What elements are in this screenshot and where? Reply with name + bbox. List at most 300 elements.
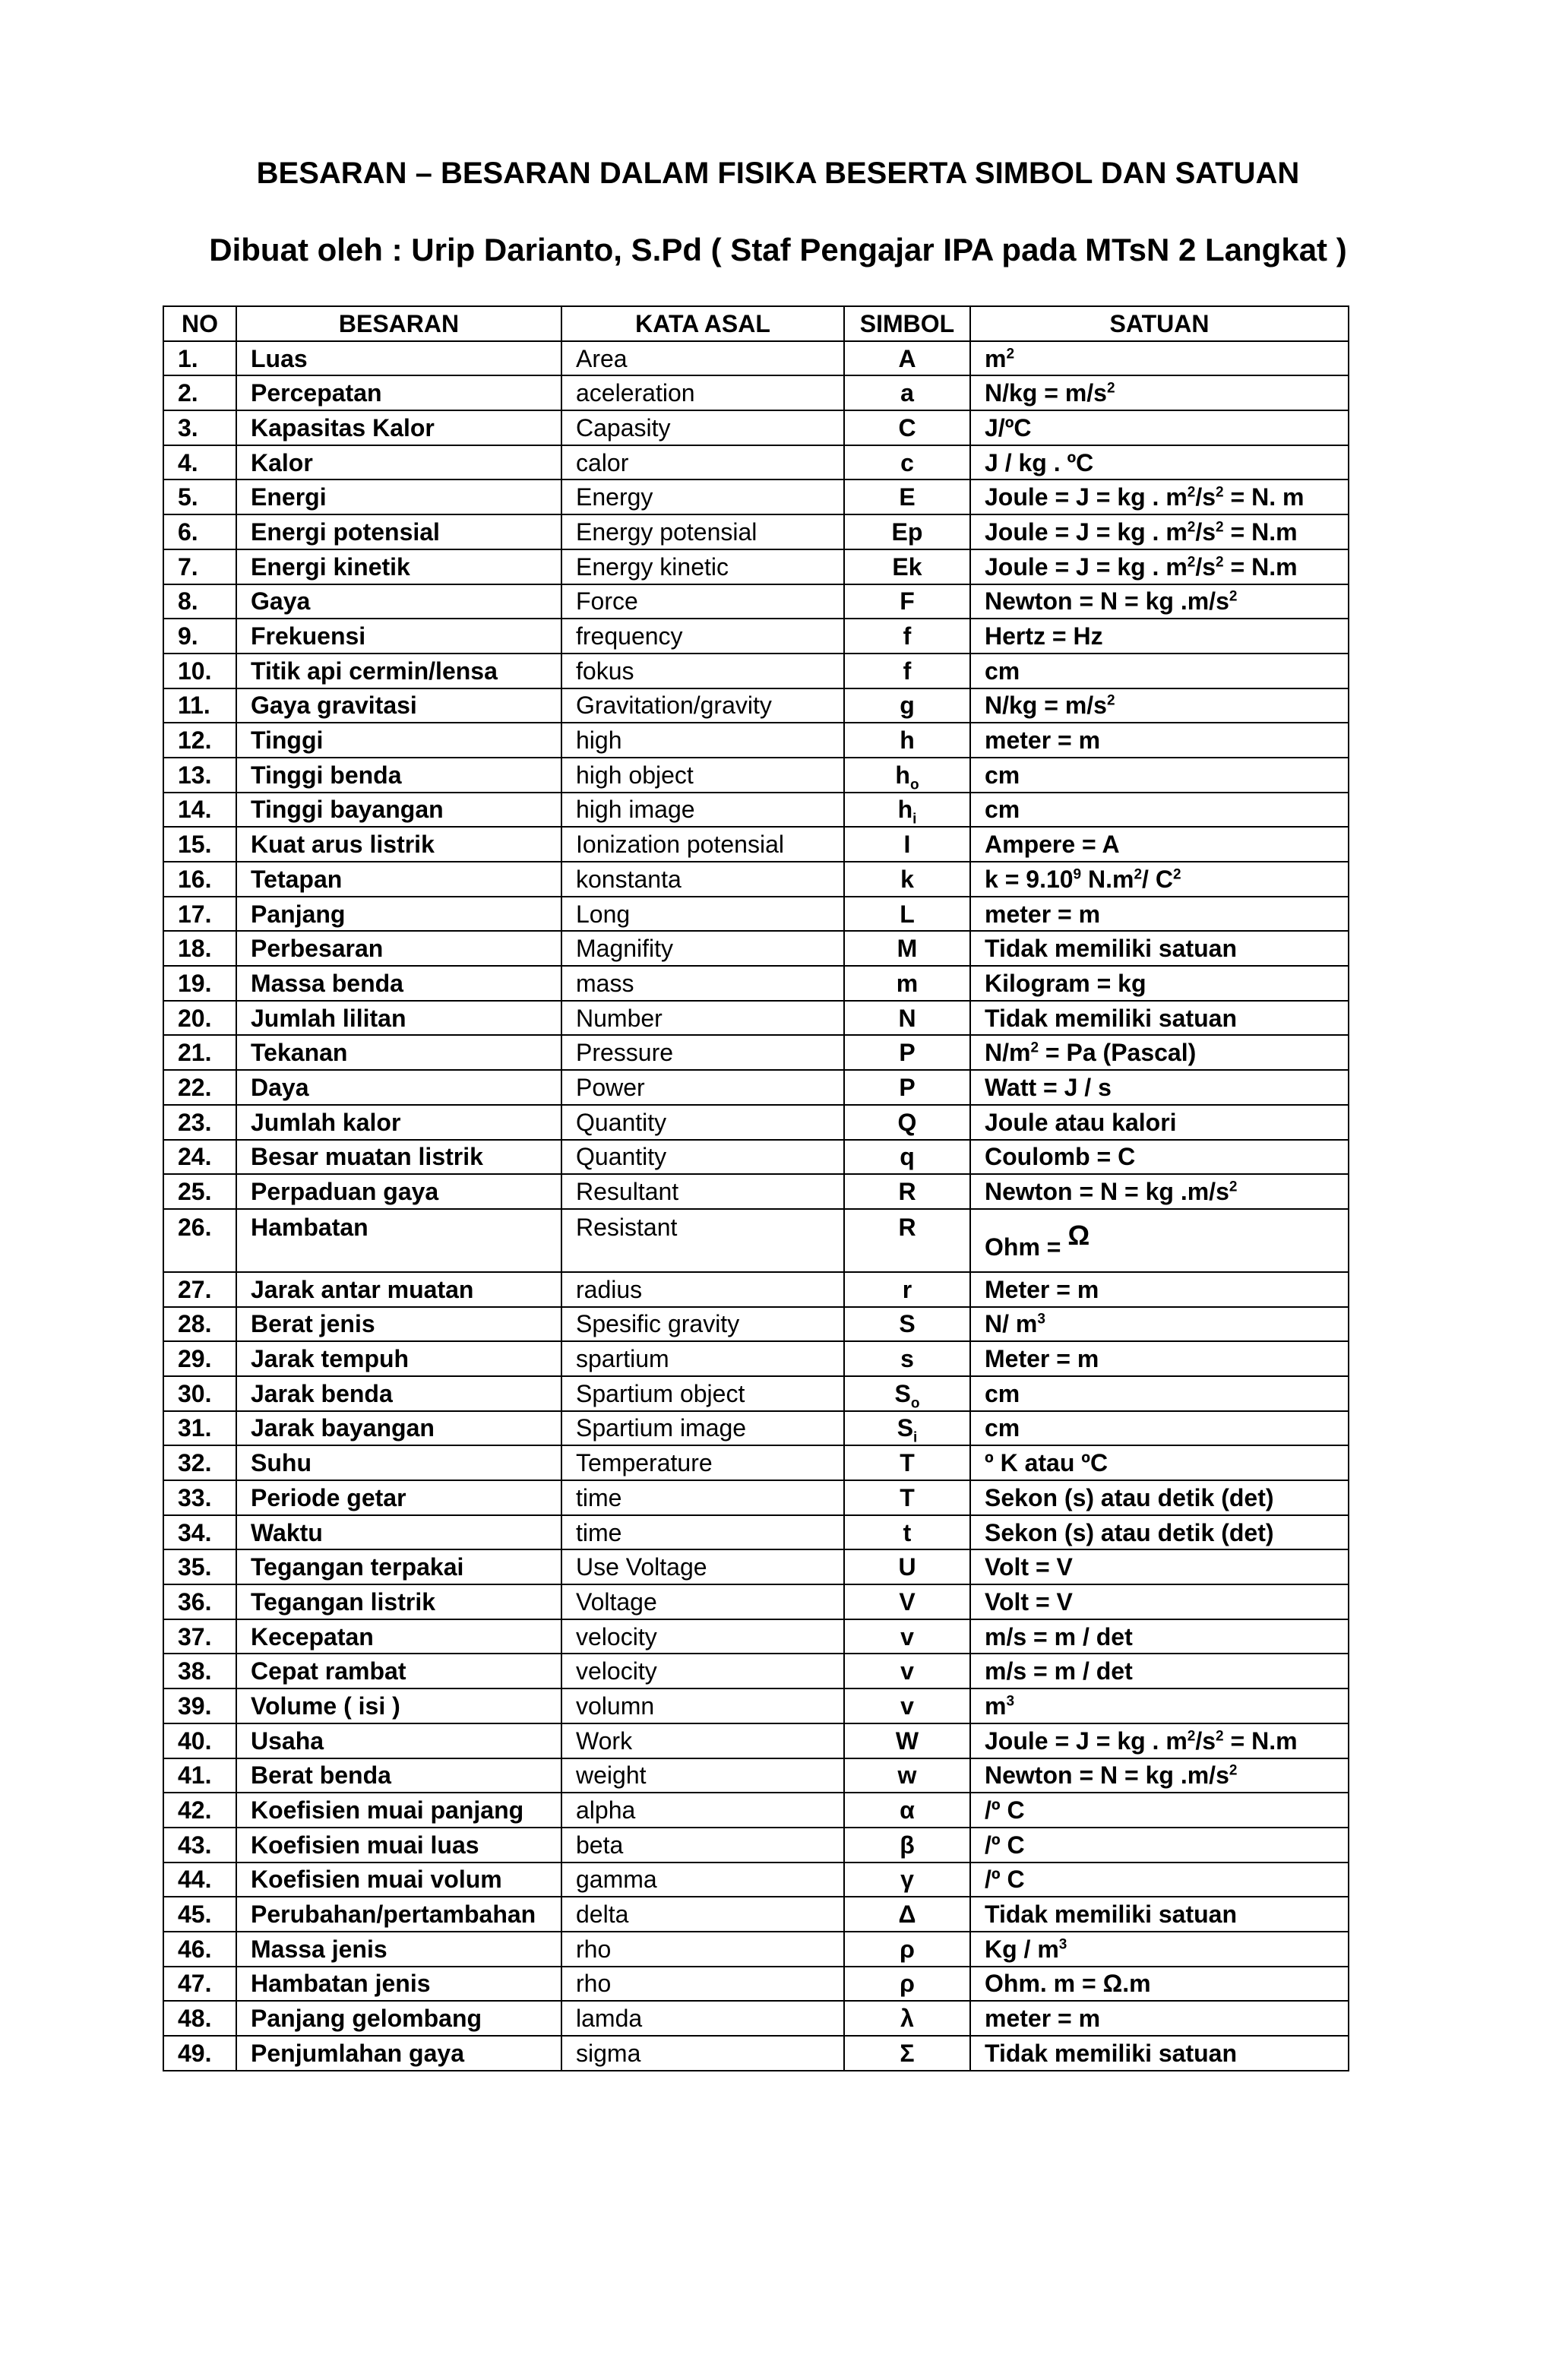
cell-no: 38. [163, 1654, 236, 1688]
cell-satuan: Joule atau kalori [970, 1105, 1349, 1140]
cell-no: 48. [163, 2001, 236, 2036]
cell-kata-asal: Capasity [561, 410, 844, 445]
cell-besaran: Berat jenis [236, 1307, 561, 1342]
cell-simbol: γ [844, 1863, 970, 1897]
cell-simbol: A [844, 341, 970, 376]
cell-kata-asal: Force [561, 584, 844, 619]
cell-besaran: Energi kinetik [236, 549, 561, 584]
cell-simbol: P [844, 1035, 970, 1070]
table-row [163, 1001, 1349, 1036]
cell-kata-asal: sigma [561, 2036, 844, 2071]
table-row [163, 1070, 1349, 1105]
cell-simbol: f [844, 654, 970, 688]
cell-besaran: Koefisien muai luas [236, 1828, 561, 1863]
cell-satuan: Joule = J = kg . $m^2/s^2 = N$. m [970, 479, 1349, 514]
cell-simbol: Σ [844, 2036, 970, 2071]
cell-kata-asal: Resultant [561, 1174, 844, 1209]
cell-kata-asal: Gravitation/gravity [561, 688, 844, 723]
cell-satuan: $N/m^2 = Pa$ (Pascal) [970, 1035, 1349, 1070]
cell-no: 44. [163, 1863, 236, 1897]
cell-no: 47. [163, 1967, 236, 2002]
cell-no: 13. [163, 758, 236, 793]
table-row [163, 1932, 1349, 1967]
cell-no: 33. [163, 1480, 236, 1515]
cell-satuan: º K atau ºC [970, 1445, 1349, 1480]
cell-besaran: Tegangan terpakai [236, 1549, 561, 1584]
cell-besaran: Percepatan [236, 375, 561, 410]
table-row [163, 549, 1349, 584]
cell-no: 46. [163, 1932, 236, 1967]
cell-kata-asal: Power [561, 1070, 844, 1105]
table-row [163, 1515, 1349, 1550]
cell-no: 40. [163, 1723, 236, 1758]
table-body [163, 341, 1349, 2071]
table-row [163, 1445, 1349, 1480]
cell-satuan: Tidak memiliki satuan [970, 931, 1349, 966]
cell-satuan: Volt = V [970, 1549, 1349, 1584]
table-row [163, 1307, 1349, 1342]
cell-simbol: w [844, 1758, 970, 1793]
cell-satuan: cm [970, 758, 1349, 793]
table-row [163, 1723, 1349, 1758]
cell-simbol: R [844, 1174, 970, 1209]
cell-kata-asal: time [561, 1480, 844, 1515]
cell-kata-asal: Voltage [561, 1584, 844, 1619]
table-row [163, 1584, 1349, 1619]
cell-no: 19. [163, 966, 236, 1001]
cell-kata-asal: fokus [561, 654, 844, 688]
cell-simbol: t [844, 1515, 970, 1550]
cell-no: 15. [163, 827, 236, 862]
quantities-table [163, 305, 1349, 2071]
ohm-symbol: Ω [1067, 1220, 1090, 1252]
cell-besaran: Energi potensial [236, 514, 561, 549]
cell-kata-asal: Pressure [561, 1035, 844, 1070]
cell-besaran: Besar muatan listrik [236, 1140, 561, 1175]
table-row [163, 1863, 1349, 1897]
cell-kata-asal: spartium [561, 1341, 844, 1376]
cell-besaran: Jarak antar muatan [236, 1272, 561, 1307]
table-row [163, 619, 1349, 654]
header-besaran: BESARAN [236, 306, 561, 341]
cell-besaran: Kapasitas Kalor [236, 410, 561, 445]
cell-satuan: Kg / $m^3$ [970, 1932, 1349, 1967]
cell-simbol: $h_i$ [844, 793, 970, 828]
cell-satuan: N/ $m^3$ [970, 1307, 1349, 1342]
cell-besaran: Kuat arus listrik [236, 827, 561, 862]
cell-simbol: N [844, 1001, 970, 1036]
cell-satuan: Joule = J = kg . $m^2/s^2 = N.m$ [970, 549, 1349, 584]
cell-simbol: P [844, 1070, 970, 1105]
cell-simbol: v [844, 1688, 970, 1723]
cell-simbol: s [844, 1341, 970, 1376]
cell-kata-asal: high [561, 723, 844, 758]
table-row [163, 1897, 1349, 1932]
table-row [163, 1376, 1349, 1411]
header-satuan: SATUAN [970, 306, 1349, 341]
cell-satuan: $N/kg = m/s^2$ [970, 688, 1349, 723]
cell-kata-asal: frequency [561, 619, 844, 654]
cell-kata-asal: radius [561, 1272, 844, 1307]
cell-kata-asal: Energy kinetic [561, 549, 844, 584]
cell-satuan: Tidak memiliki satuan [970, 1897, 1349, 1932]
cell-kata-asal: Spartium object [561, 1376, 844, 1411]
cell-kata-asal: high image [561, 793, 844, 828]
cell-besaran: Jarak tempuh [236, 1341, 561, 1376]
cell-no: 1. [163, 341, 236, 376]
cell-satuan: Joule = J = kg . $m^2/s^2 = N.m$ [970, 1723, 1349, 1758]
cell-besaran: Massa jenis [236, 1932, 561, 1967]
table-row [163, 654, 1349, 688]
cell-simbol: V [844, 1584, 970, 1619]
cell-kata-asal: konstanta [561, 862, 844, 897]
cell-simbol: h [844, 723, 970, 758]
cell-simbol: Δ [844, 1897, 970, 1932]
cell-no: 8. [163, 584, 236, 619]
cell-besaran: Kecepatan [236, 1619, 561, 1654]
cell-besaran: Jumlah lilitan [236, 1001, 561, 1036]
cell-satuan: cm [970, 1376, 1349, 1411]
cell-no: 7. [163, 549, 236, 584]
cell-no: 32. [163, 1445, 236, 1480]
cell-simbol: a [844, 375, 970, 410]
cell-simbol: I [844, 827, 970, 862]
cell-satuan: meter = m [970, 897, 1349, 932]
table-row [163, 1619, 1349, 1654]
table-row [163, 793, 1349, 828]
cell-kata-asal: time [561, 1515, 844, 1550]
table-row [163, 2036, 1349, 2071]
table-row [163, 1341, 1349, 1376]
cell-kata-asal: beta [561, 1828, 844, 1863]
page-subtitle: Dibuat oleh : Urip Darianto, S.Pd ( Staf Pengajar IPA pada MTsN 2 Langkat ) [209, 232, 1347, 267]
cell-no: 24. [163, 1140, 236, 1175]
cell-besaran: Tinggi benda [236, 758, 561, 793]
cell-no: 12. [163, 723, 236, 758]
cell-no: 26. [163, 1209, 236, 1272]
table-row [163, 931, 1349, 966]
cell-kata-asal: aceleration [561, 375, 844, 410]
cell-besaran: Periode getar [236, 1480, 561, 1515]
cell-no: 16. [163, 862, 236, 897]
cell-no: 35. [163, 1549, 236, 1584]
cell-no: 9. [163, 619, 236, 654]
cell-besaran: Penjumlahan gaya [236, 2036, 561, 2071]
cell-simbol: c [844, 445, 970, 480]
cell-no: 10. [163, 654, 236, 688]
cell-besaran: Frekuensi [236, 619, 561, 654]
table-row [163, 827, 1349, 862]
cell-simbol: β [844, 1828, 970, 1863]
cell-besaran: Perbesaran [236, 931, 561, 966]
cell-satuan: meter = m [970, 2001, 1349, 2036]
cell-satuan: Meter = m [970, 1341, 1349, 1376]
cell-kata-asal: Quantity [561, 1105, 844, 1140]
cell-satuan: meter = m [970, 723, 1349, 758]
cell-simbol: L [844, 897, 970, 932]
cell-besaran: Panjang gelombang [236, 2001, 561, 2036]
cell-besaran: Perpaduan gaya [236, 1174, 561, 1209]
cell-besaran: Berat benda [236, 1758, 561, 1793]
cell-no: 2. [163, 375, 236, 410]
cell-simbol: $h_o$ [844, 758, 970, 793]
cell-kata-asal: Energy [561, 479, 844, 514]
cell-simbol: g [844, 688, 970, 723]
cell-satuan: Joule = J = kg . $m^2/s^2 = N.m$ [970, 514, 1349, 549]
cell-kata-asal: rho [561, 1967, 844, 2002]
cell-besaran: Perubahan/pertambahan [236, 1897, 561, 1932]
cell-simbol: r [844, 1272, 970, 1307]
cell-satuan: Tidak memiliki satuan [970, 1001, 1349, 1036]
cell-satuan: Ohm = Ω [970, 1209, 1349, 1272]
table-row [163, 479, 1349, 514]
cell-kata-asal: volumn [561, 1688, 844, 1723]
table-row [163, 966, 1349, 1001]
cell-satuan: Newton = N = kg $.m/s^2$ [970, 584, 1349, 619]
table-row [163, 1105, 1349, 1140]
cell-satuan: Meter = m [970, 1272, 1349, 1307]
cell-no: 27. [163, 1272, 236, 1307]
cell-satuan: cm [970, 654, 1349, 688]
cell-simbol: T [844, 1480, 970, 1515]
cell-no: 20. [163, 1001, 236, 1036]
cell-simbol: W [844, 1723, 970, 1758]
cell-satuan: cm [970, 793, 1349, 828]
header-kata-asal: KATA ASAL [561, 306, 844, 341]
cell-besaran: Cepat rambat [236, 1654, 561, 1688]
cell-no: 5. [163, 479, 236, 514]
table-row [163, 862, 1349, 897]
cell-besaran: Koefisien muai panjang [236, 1793, 561, 1828]
cell-satuan: m/s = m / det [970, 1619, 1349, 1654]
cell-satuan: Newton = N = kg $.m/s^2$ [970, 1758, 1349, 1793]
cell-kata-asal: Area [561, 341, 844, 376]
table-row [163, 341, 1349, 376]
cell-kata-asal: Use Voltage [561, 1549, 844, 1584]
cell-satuan: Newton = N = kg $.m/s^2$ [970, 1174, 1349, 1209]
table-row [163, 688, 1349, 723]
cell-besaran: Jumlah kalor [236, 1105, 561, 1140]
cell-satuan: Hertz = Hz [970, 619, 1349, 654]
cell-simbol: ρ [844, 1932, 970, 1967]
cell-no: 42. [163, 1793, 236, 1828]
cell-kata-asal: rho [561, 1932, 844, 1967]
cell-simbol: $S_i$ [844, 1411, 970, 1446]
cell-kata-asal: Energy potensial [561, 514, 844, 549]
table-row [163, 1828, 1349, 1863]
cell-satuan: /º C [970, 1863, 1349, 1897]
cell-besaran: Luas [236, 341, 561, 376]
table-row [163, 1411, 1349, 1446]
cell-kata-asal: delta [561, 1897, 844, 1932]
cell-no: 6. [163, 514, 236, 549]
table-row [163, 2001, 1349, 2036]
cell-satuan: Watt = J / s [970, 1070, 1349, 1105]
cell-besaran: Energi [236, 479, 561, 514]
table-row [163, 1688, 1349, 1723]
cell-no: 14. [163, 793, 236, 828]
table-row [163, 410, 1349, 445]
cell-satuan: /º C [970, 1793, 1349, 1828]
cell-kata-asal: calor [561, 445, 844, 480]
table-row [163, 445, 1349, 480]
cell-besaran: Kalor [236, 445, 561, 480]
cell-besaran: Massa benda [236, 966, 561, 1001]
cell-kata-asal: velocity [561, 1654, 844, 1688]
table-row [163, 1758, 1349, 1793]
cell-besaran: Gaya gravitasi [236, 688, 561, 723]
cell-no: 45. [163, 1897, 236, 1932]
table-row [163, 1035, 1349, 1070]
cell-satuan: Tidak memiliki satuan [970, 2036, 1349, 2071]
cell-no: 3. [163, 410, 236, 445]
cell-simbol: E [844, 479, 970, 514]
cell-no: 30. [163, 1376, 236, 1411]
cell-kata-asal: Number [561, 1001, 844, 1036]
cell-satuan: m/s = m / det [970, 1654, 1349, 1688]
cell-kata-asal: Ionization potensial [561, 827, 844, 862]
cell-kata-asal: gamma [561, 1863, 844, 1897]
cell-besaran: Tinggi bayangan [236, 793, 561, 828]
cell-besaran: Waktu [236, 1515, 561, 1550]
table-row [163, 723, 1349, 758]
cell-simbol: m [844, 966, 970, 1001]
cell-besaran: Tinggi [236, 723, 561, 758]
cell-no: 49. [163, 2036, 236, 2071]
cell-simbol: k [844, 862, 970, 897]
cell-satuan: Sekon (s) atau detik (det) [970, 1515, 1349, 1550]
table-row [163, 1209, 1349, 1272]
cell-kata-asal: high object [561, 758, 844, 793]
cell-no: 37. [163, 1619, 236, 1654]
cell-simbol: C [844, 410, 970, 445]
cell-besaran: Tegangan listrik [236, 1584, 561, 1619]
cell-no: 4. [163, 445, 236, 480]
cell-no: 11. [163, 688, 236, 723]
cell-besaran: Titik api cermin/lensa [236, 654, 561, 688]
cell-simbol: v [844, 1654, 970, 1688]
cell-no: 34. [163, 1515, 236, 1550]
cell-no: 41. [163, 1758, 236, 1793]
cell-no: 22. [163, 1070, 236, 1105]
table-row [163, 1967, 1349, 2002]
table-row [163, 584, 1349, 619]
cell-simbol: T [844, 1445, 970, 1480]
cell-simbol: Ep [844, 514, 970, 549]
cell-no: 25. [163, 1174, 236, 1209]
cell-simbol: f [844, 619, 970, 654]
cell-besaran: Tetapan [236, 862, 561, 897]
cell-besaran: Jarak bayangan [236, 1411, 561, 1446]
cell-kata-asal: Spartium image [561, 1411, 844, 1446]
cell-no: 29. [163, 1341, 236, 1376]
cell-kata-asal: Temperature [561, 1445, 844, 1480]
cell-no: 28. [163, 1307, 236, 1342]
cell-satuan: Sekon (s) atau detik (det) [970, 1480, 1349, 1515]
table-row [163, 1174, 1349, 1209]
cell-satuan: $m^3$ [970, 1688, 1349, 1723]
cell-kata-asal: Work [561, 1723, 844, 1758]
cell-simbol: $S_o$ [844, 1376, 970, 1411]
table-row [163, 1549, 1349, 1584]
cell-besaran: Hambatan jenis [236, 1967, 561, 2002]
cell-no: 39. [163, 1688, 236, 1723]
table-row [163, 897, 1349, 932]
cell-simbol: Q [844, 1105, 970, 1140]
cell-no: 17. [163, 897, 236, 932]
cell-besaran: Tekanan [236, 1035, 561, 1070]
header-simbol: SIMBOL [844, 306, 970, 341]
cell-kata-asal: Long [561, 897, 844, 932]
cell-satuan: Volt = V [970, 1584, 1349, 1619]
table-row [163, 514, 1349, 549]
cell-besaran: Usaha [236, 1723, 561, 1758]
table-row [163, 758, 1349, 793]
cell-besaran: Panjang [236, 897, 561, 932]
cell-satuan: /º C [970, 1828, 1349, 1863]
header-no: NO [163, 306, 236, 341]
cell-simbol: F [844, 584, 970, 619]
cell-simbol: q [844, 1140, 970, 1175]
cell-besaran: Volume ( isi ) [236, 1688, 561, 1723]
table-row [163, 1272, 1349, 1307]
cell-simbol: Ek [844, 549, 970, 584]
cell-simbol: α [844, 1793, 970, 1828]
cell-satuan: k = 9.10$^9$ $N.m^2/$ $C^2$ [970, 862, 1349, 897]
cell-besaran: Suhu [236, 1445, 561, 1480]
cell-satuan: Kilogram = kg [970, 966, 1349, 1001]
table-row [163, 1140, 1349, 1175]
cell-simbol: U [844, 1549, 970, 1584]
cell-kata-asal: weight [561, 1758, 844, 1793]
cell-satuan: Coulomb = C [970, 1140, 1349, 1175]
cell-simbol: R [844, 1209, 970, 1272]
cell-besaran: Jarak benda [236, 1376, 561, 1411]
cell-simbol: ρ [844, 1967, 970, 2002]
cell-satuan: $m^2$ [970, 341, 1349, 376]
cell-besaran: Koefisien muai volum [236, 1863, 561, 1897]
cell-satuan: J / kg . ºC [970, 445, 1349, 480]
cell-kata-asal: mass [561, 966, 844, 1001]
cell-no: 36. [163, 1584, 236, 1619]
cell-kata-asal: Resistant [561, 1209, 844, 1272]
cell-kata-asal: Quantity [561, 1140, 844, 1175]
cell-kata-asal: alpha [561, 1793, 844, 1828]
cell-besaran: Daya [236, 1070, 561, 1105]
cell-kata-asal: Magnifity [561, 931, 844, 966]
cell-satuan: cm [970, 1411, 1349, 1446]
cell-satuan: Ohm. m = Ω.m [970, 1967, 1349, 2002]
cell-satuan: J/ºC [970, 410, 1349, 445]
table-row [163, 1654, 1349, 1688]
table-header-row [163, 306, 1349, 341]
table-row [163, 375, 1349, 410]
cell-no: 21. [163, 1035, 236, 1070]
cell-no: 18. [163, 931, 236, 966]
cell-kata-asal: lamda [561, 2001, 844, 2036]
cell-satuan: Ampere = A [970, 827, 1349, 862]
cell-simbol: M [844, 931, 970, 966]
cell-no: 43. [163, 1828, 236, 1863]
cell-simbol: v [844, 1619, 970, 1654]
cell-satuan: $N/kg = m/s^2$ [970, 375, 1349, 410]
table-row [163, 1480, 1349, 1515]
cell-kata-asal: velocity [561, 1619, 844, 1654]
cell-simbol: S [844, 1307, 970, 1342]
page-title: BESARAN – BESARAN DALAM FISIKA BESERTA SIMBOL DAN SATUAN [256, 157, 1300, 190]
cell-besaran: Hambatan [236, 1209, 561, 1272]
cell-simbol: λ [844, 2001, 970, 2036]
